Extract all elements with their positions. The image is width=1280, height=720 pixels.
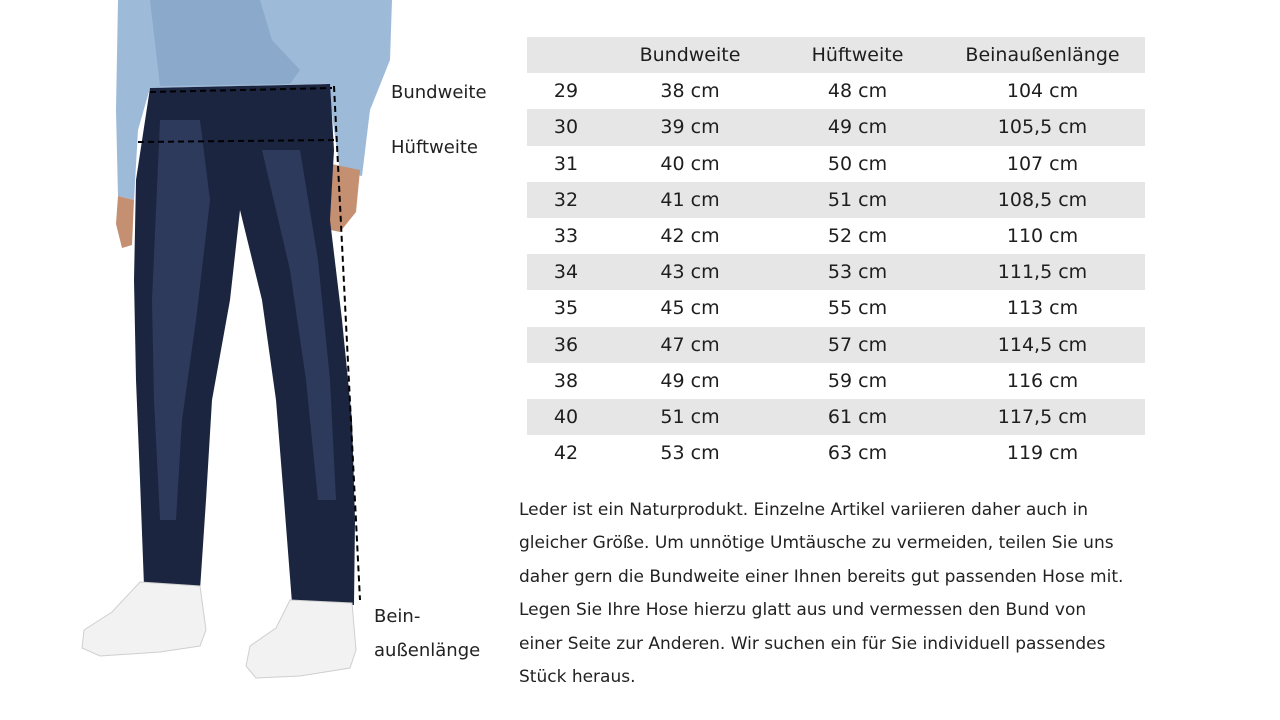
cell-outseam: 108,5 cm	[997, 188, 1088, 211]
cell-waist: 39 cm	[660, 116, 720, 139]
cell-outseam: 110 cm	[1006, 225, 1079, 248]
cell-hip: 55 cm	[827, 297, 888, 320]
table-row	[527, 146, 1145, 182]
cell-hip: 53 cm	[827, 261, 888, 284]
cell-hip: 50 cm	[827, 152, 888, 175]
waist-label: Bundweite	[391, 82, 487, 103]
header-outseam: Beinaußenlänge	[965, 44, 1120, 67]
note-line: daher gern die Bundweite einer Ihnen bereits gut passenden Hose mit.	[519, 566, 1124, 587]
table-row	[527, 435, 1145, 471]
left-sneaker	[82, 582, 206, 656]
table-row	[527, 363, 1145, 399]
left-hand	[116, 196, 134, 248]
size-chart-table	[527, 37, 1145, 471]
table-row	[527, 73, 1145, 109]
cell-outseam: 117,5 cm	[997, 405, 1088, 428]
cell-outseam: 116 cm	[1006, 369, 1079, 392]
cell-hip: 59 cm	[827, 369, 888, 392]
cell-outseam: 107 cm	[1006, 152, 1079, 175]
table-row	[527, 182, 1145, 218]
cell-size: 40	[553, 405, 579, 428]
cell-waist: 38 cm	[660, 80, 720, 103]
table-row	[527, 327, 1145, 363]
cell-size: 30	[553, 116, 579, 139]
cell-hip: 51 cm	[827, 188, 888, 211]
table-row	[527, 109, 1145, 145]
leather-note	[519, 494, 1159, 694]
table-row	[527, 290, 1145, 326]
cell-size: 29	[553, 80, 579, 103]
cell-size: 38	[553, 369, 579, 392]
cell-waist: 47 cm	[660, 333, 720, 356]
table-row	[527, 399, 1145, 435]
cell-outseam: 111,5 cm	[997, 261, 1088, 284]
note-line: Stück heraus.	[519, 667, 636, 688]
cell-size: 33	[553, 225, 579, 248]
cell-outseam: 113 cm	[1006, 297, 1079, 320]
cell-hip: 52 cm	[827, 225, 888, 248]
note-line: gleicher Größe. Um unnötige Umtäusche zu vermeiden, teilen Sie uns	[519, 533, 1114, 554]
cell-size: 32	[553, 188, 579, 211]
cell-size: 34	[553, 261, 579, 284]
header-size	[527, 37, 605, 73]
product-figure	[0, 0, 510, 720]
cell-size: 35	[553, 297, 579, 320]
cell-waist: 45 cm	[660, 297, 720, 320]
outseam-label-line1: Bein-	[374, 606, 421, 627]
cell-outseam: 104 cm	[1006, 80, 1079, 103]
cell-waist: 51 cm	[660, 405, 720, 428]
cell-waist: 49 cm	[660, 369, 720, 392]
cell-outseam: 105,5 cm	[997, 116, 1088, 139]
note-line: Legen Sie Ihre Hose hierzu glatt aus und vermessen den Bund von	[519, 600, 1087, 621]
cell-size: 42	[553, 442, 579, 465]
right-sneaker	[246, 600, 356, 678]
cell-size: 31	[553, 152, 579, 175]
outseam-label	[374, 600, 480, 668]
cell-hip: 48 cm	[827, 80, 888, 103]
cell-size: 36	[553, 333, 579, 356]
cell-hip: 63 cm	[827, 442, 888, 465]
table-row	[527, 218, 1145, 254]
cell-hip: 49 cm	[827, 116, 888, 139]
cell-waist: 43 cm	[660, 261, 720, 284]
note-line: einer Seite zur Anderen. Wir suchen ein für Sie individuell passendes	[519, 633, 1106, 654]
header-waist: Bundweite	[639, 44, 741, 67]
cell-outseam: 119 cm	[1006, 442, 1079, 465]
hip-label: Hüftweite	[391, 137, 478, 158]
cell-waist: 40 cm	[660, 152, 720, 175]
note-line: Leder ist ein Naturprodukt. Einzelne Artikel variieren daher auch in	[519, 500, 1089, 520]
cell-hip: 61 cm	[827, 405, 888, 428]
table-body	[527, 73, 1145, 471]
cell-waist: 41 cm	[660, 188, 720, 211]
table-row	[527, 254, 1145, 290]
table-header-row	[527, 37, 1145, 73]
cell-waist: 42 cm	[660, 225, 720, 248]
header-hip: Hüftweite	[811, 44, 904, 67]
outseam-label-line2: außenlänge	[374, 640, 481, 661]
cell-hip: 57 cm	[827, 333, 888, 356]
cell-waist: 53 cm	[660, 442, 720, 465]
cell-outseam: 114,5 cm	[997, 333, 1088, 356]
